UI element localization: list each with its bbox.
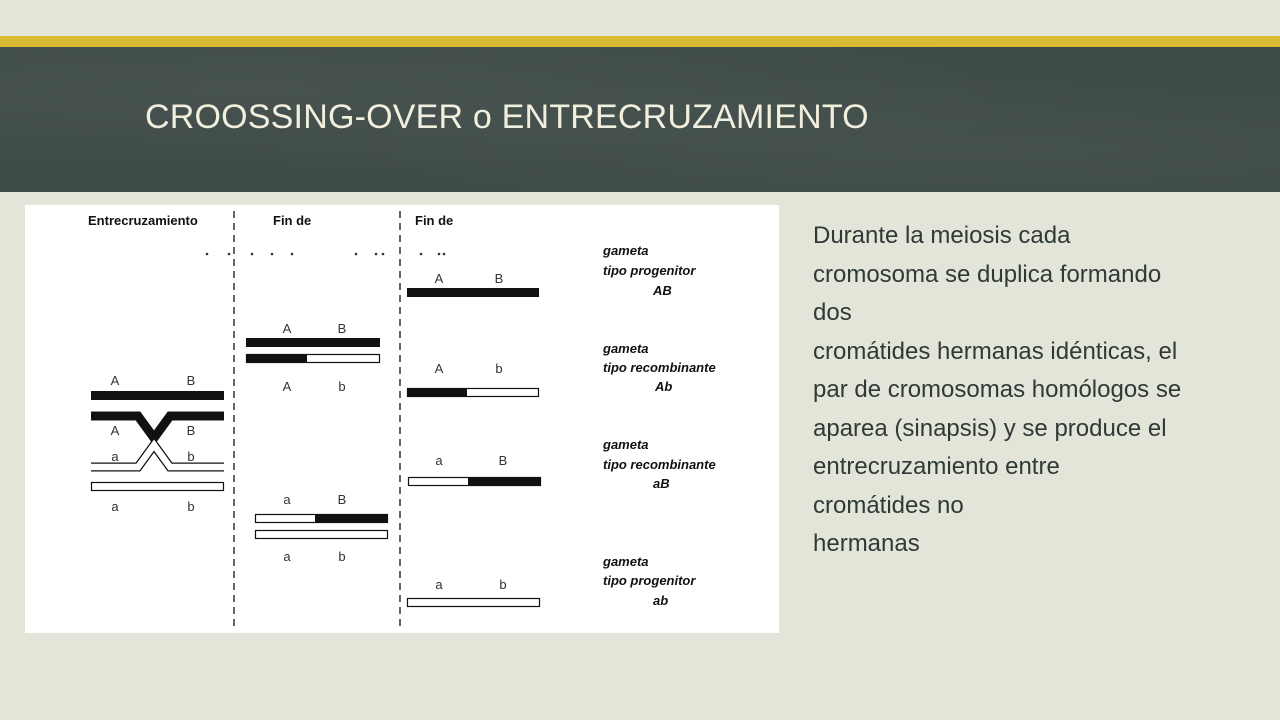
allele-label: a [283,549,291,564]
header-crossover: Entrecruzamiento [88,213,198,228]
gamete-genotype: AB [653,283,672,298]
gamete-label: gameta [603,437,649,452]
gamete-chromatid-AB [407,288,539,297]
slide-body-text [813,217,1263,564]
allele-label: b [495,361,503,376]
chromatid-light [92,483,224,491]
allele-label: B [337,492,347,507]
allele-label: B [498,453,508,468]
body-line: entrecruzamiento entre [813,453,1060,480]
dot-row [206,253,446,256]
slide-title: CROOSSING-OVER o ENTRECRUZAMIENTO [145,98,869,136]
body-line: par de cromosomas homólogos se [813,376,1182,403]
body-line: cromátides hermanas idénticas, el [813,337,1178,365]
body-line: hermanas [813,530,920,557]
allele-label: b [338,549,346,564]
body-line: cromosoma se duplica formando [813,260,1162,288]
allele-label: A [110,373,120,388]
gamete-label: gameta [603,243,649,258]
chromatid-dark [91,391,224,400]
body-line: Durante la meiosis cada [813,222,1071,249]
chromatid-dark-segment [468,477,541,486]
allele-label: a [435,453,443,468]
allele-label: a [111,499,119,514]
gamete-type: tipo progenitor [603,263,696,278]
chromatid-dark-segment [246,354,307,363]
gamete-type: tipo recombinante [603,457,716,472]
gamete-genotype: ab [653,593,669,608]
allele-label: A [110,423,120,438]
allele-label: b [187,449,195,464]
allele-label: B [186,423,196,438]
gamete-type: tipo progenitor [603,573,696,588]
allele-label: B [494,271,504,286]
gamete-genotype: Ab [655,379,673,394]
allele-label: a [111,449,119,464]
allele-label: b [338,379,346,394]
allele-label: A [434,271,444,286]
chromatid-dark [246,338,380,347]
allele-label: a [283,492,291,507]
gamete-genotype: aB [653,476,670,491]
allele-label: B [337,321,347,336]
header-meiosis-2: Fin de [415,213,454,228]
accent-bar [0,36,1280,47]
header-meiosis-1: Fin de [273,213,312,228]
allele-label: A [434,361,444,376]
allele-label: b [187,499,195,514]
gamete-type: tipo recombinante [603,360,716,375]
crossing-over-diagram [25,205,779,633]
gamete-label: gameta [603,341,649,356]
gamete-label: gameta [603,554,649,569]
allele-label: A [282,379,292,394]
body-line: dos [813,299,852,326]
chromatid-dark-segment [407,388,467,397]
allele-label: A [282,321,292,336]
allele-label: b [499,577,507,592]
gamete-chromatid-ab [408,599,540,607]
chromatid-light [256,531,388,539]
allele-label: a [435,577,443,592]
chromatid-dark-segment [315,514,388,523]
body-line: cromátides no [813,491,964,519]
allele-label: B [186,373,196,388]
body-line: aparea (sinapsis) y se produce el [813,414,1167,442]
